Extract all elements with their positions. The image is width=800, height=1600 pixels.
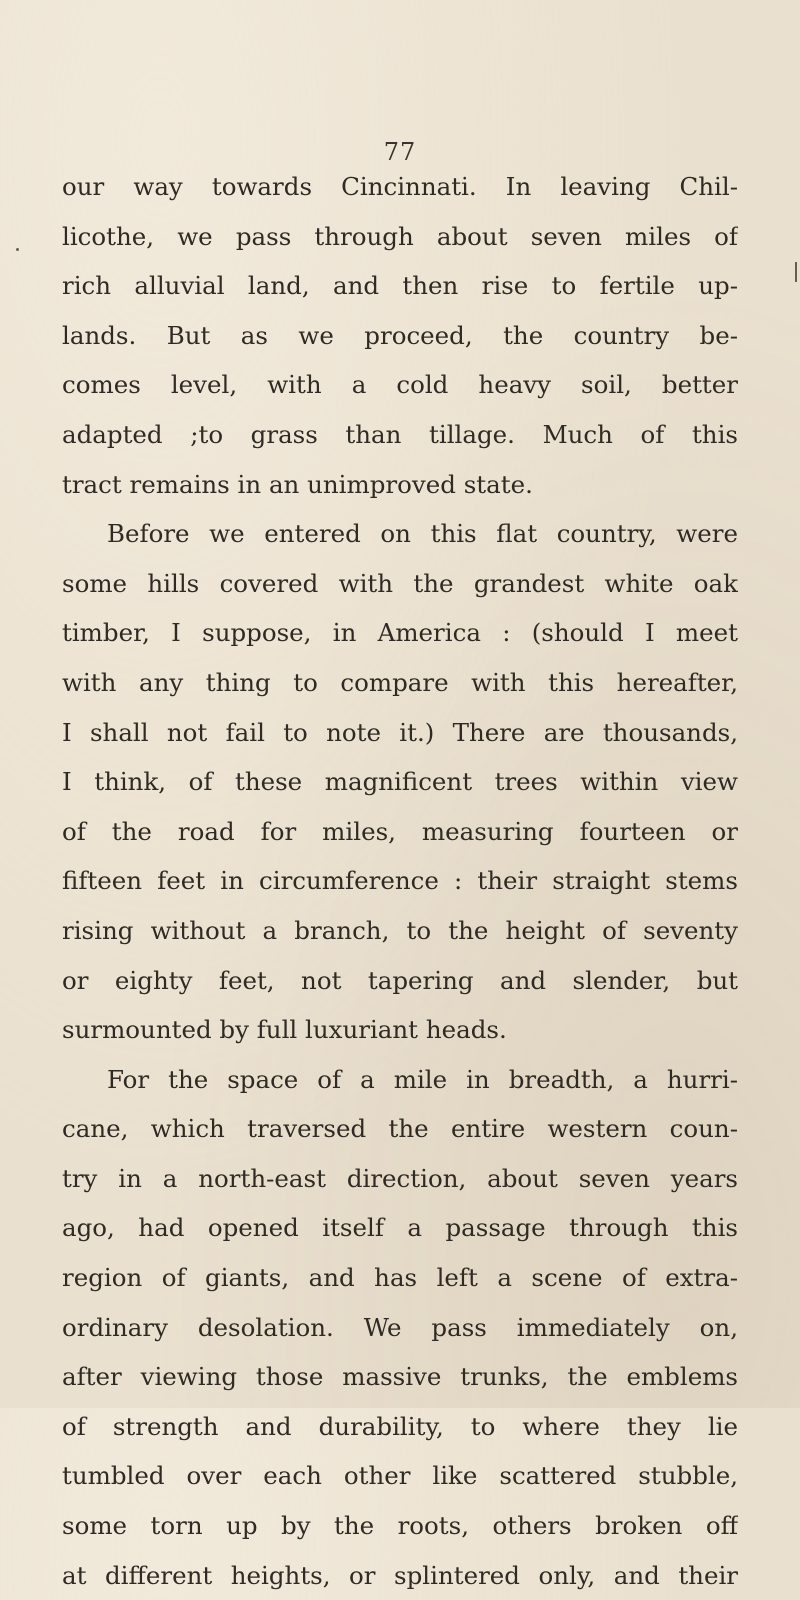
- margin-mark: [16, 248, 19, 251]
- text-line: rich alluvial land, and then rise to fertile up-: [62, 271, 738, 301]
- text-line: our way towards Cincinnati. In leaving Chil-: [62, 172, 738, 201]
- text-line: surmounted by full luxuriant heads.: [62, 1015, 507, 1045]
- text-line: For the space of a mile in breadth, a hurri-: [107, 1064, 738, 1094]
- text-line: Before we entered on this flat country, were: [107, 519, 738, 549]
- text-line: ago, had opened itself a passage through this: [62, 1213, 738, 1243]
- text-line: I shall not fail to note it.) There are thousands,: [62, 717, 738, 747]
- text-line: of the road for miles, measuring fourteen or: [62, 816, 738, 846]
- text-line: tract remains in an unimproved state.: [62, 469, 533, 499]
- text-line: try in a north-east direction, about seven years: [62, 1163, 738, 1193]
- text-line: timber, I suppose, in America : (should I meet: [62, 618, 738, 648]
- text-line: at different heights, or splintered only, and their: [62, 1560, 738, 1590]
- text-line: licothe, we pass through about seven miles of: [62, 221, 738, 251]
- text-line: after viewing those massive trunks, the emblems: [62, 1362, 738, 1392]
- text-line: cane, which traversed the entire western coun-: [62, 1114, 738, 1144]
- text-line: I think, of these magnificent trees within view: [62, 767, 738, 797]
- text-line: tumbled over each other like scattered stubble,: [62, 1461, 738, 1491]
- text-line: lands. But as we proceed, the country be-: [62, 320, 738, 350]
- text-line: ordinary desolation. We pass immediately on,: [62, 1312, 738, 1342]
- page-number: 77: [383, 138, 417, 166]
- text-line: region of giants, and has left a scene of extra-: [62, 1263, 738, 1293]
- margin-mark: [795, 262, 797, 282]
- text-line: adapted ;to grass than tillage. Much of this: [62, 419, 738, 449]
- text-body: [62, 162, 738, 1600]
- text-line: or eighty feet, not tapering and slender, but: [62, 965, 738, 995]
- text-line: fifteen feet in circumference : their straight stems: [62, 866, 738, 896]
- text-line: with any thing to compare with this hereafter,: [62, 667, 738, 697]
- text-line: of strength and durability, to where they lie: [62, 1411, 738, 1441]
- text-line: comes level, with a cold heavy soil, better: [62, 370, 738, 400]
- text-line: some torn up by the roots, others broken off: [62, 1511, 738, 1541]
- text-line: some hills covered with the grandest white oak: [62, 568, 738, 598]
- text-line: rising without a branch, to the height of seventy: [62, 915, 738, 945]
